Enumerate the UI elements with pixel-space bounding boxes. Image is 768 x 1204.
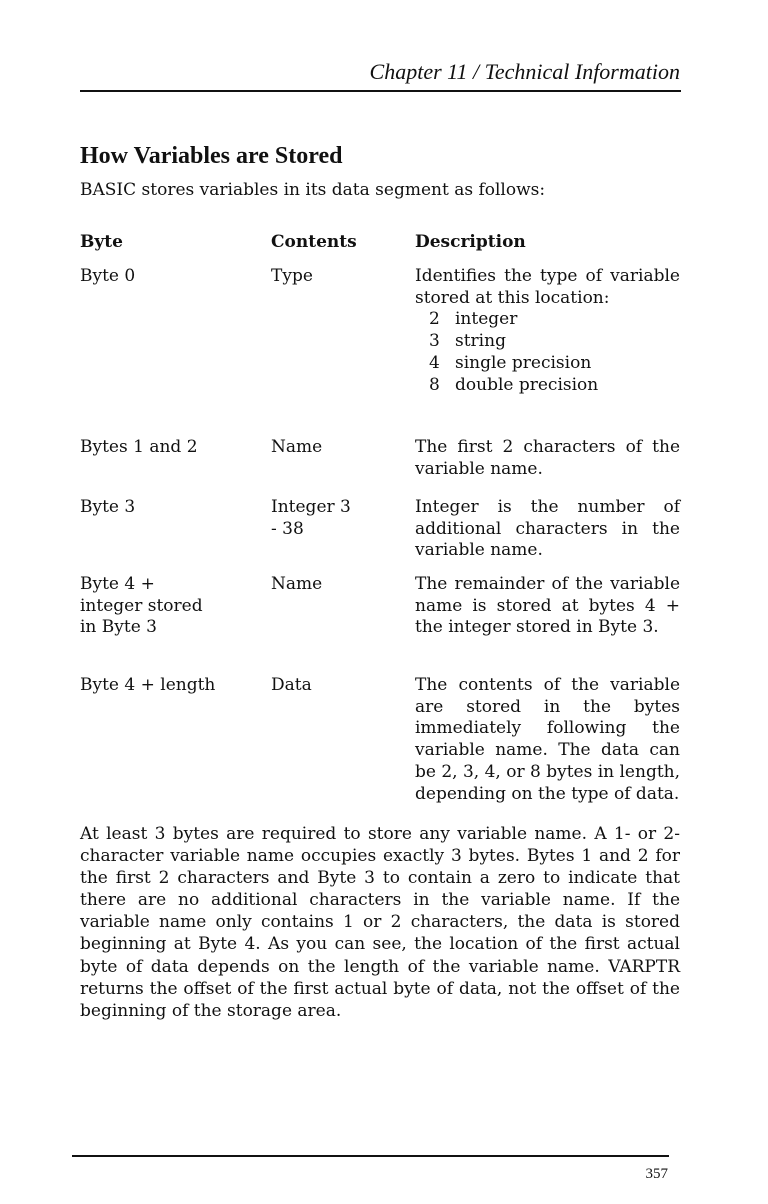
list-item (429, 353, 680, 375)
type-code: 3 (429, 331, 440, 352)
table-row (80, 266, 680, 437)
type-label: string (455, 331, 506, 352)
table-header-row (80, 230, 680, 266)
description-cell (415, 266, 680, 396)
body-paragraph: At least 3 bytes are required to store any variable name. A 1- or 2-character variable name occupies exactly 3 bytes. Bytes 1 and 2 for the first 2 characters and Byte 3 to contain a zero to indicate that there are no additional characters in the variable name. If the variable name only contains 1 or 2 characters, the data is stored beginning at Byte 4. As you can see, the location of the first actual byte of data depends on the length of the variable name. VARPTR returns the offset of the first actual byte of data, not the offset of the beginning of the storage area. (80, 824, 680, 1021)
table-row (80, 675, 680, 827)
byte-cell: Bytes 1 and 2 (80, 437, 198, 457)
footer-rule (72, 1155, 669, 1157)
byte-cell: Byte 4 + integer stored in Byte 3 (80, 574, 203, 638)
intro-text: BASIC stores variables in its data segment as follows: (80, 180, 546, 200)
table-row (80, 497, 680, 574)
description-text: Identifies the type of variable stored at this location: (415, 266, 680, 308)
header-rule (80, 90, 681, 92)
contents-cell: Integer 3 - 38 (271, 497, 351, 539)
type-code: 2 (429, 309, 440, 330)
description-cell: Integer is the number of additional characters in the variable name. (415, 497, 680, 561)
type-code: 8 (429, 374, 440, 395)
contents-cell: Name (271, 437, 323, 457)
byte-cell: Byte 4 + length (80, 675, 216, 695)
page-number: 357 (645, 1166, 668, 1182)
type-code-list (415, 309, 680, 396)
description-cell: The contents of the variable are stored in the bytes immediately following the variable name. The data can be 2, 3, 4, or 8 bytes in length, depending on the type of data. (415, 675, 681, 804)
description-cell: The remainder of the variable name is stored at bytes 4 + the integer stored in Byte 3. (415, 574, 680, 638)
type-code: 4 (429, 352, 440, 373)
column-header-byte: Byte (80, 232, 123, 252)
list-item (429, 375, 680, 397)
type-label: double precision (455, 374, 599, 395)
section-heading: How Variables are Stored (80, 143, 343, 169)
column-header-description: Description (415, 232, 526, 252)
table-row (80, 574, 680, 675)
table-row (80, 437, 680, 497)
chapter-header: Chapter 11 / Technical Information (369, 59, 680, 84)
contents-cell: Type (271, 266, 313, 286)
byte-cell: Byte 0 (80, 266, 136, 286)
byte-cell: Byte 3 (80, 497, 136, 517)
type-label: integer (455, 309, 518, 330)
contents-cell: Data (271, 675, 312, 695)
description-cell: The first 2 characters of the variable name. (415, 437, 680, 479)
list-item (429, 331, 680, 353)
contents-cell: Name (271, 574, 323, 594)
column-header-contents: Contents (271, 232, 357, 252)
variable-storage-table (80, 230, 680, 827)
list-item (429, 309, 680, 331)
type-label: single precision (455, 352, 592, 373)
